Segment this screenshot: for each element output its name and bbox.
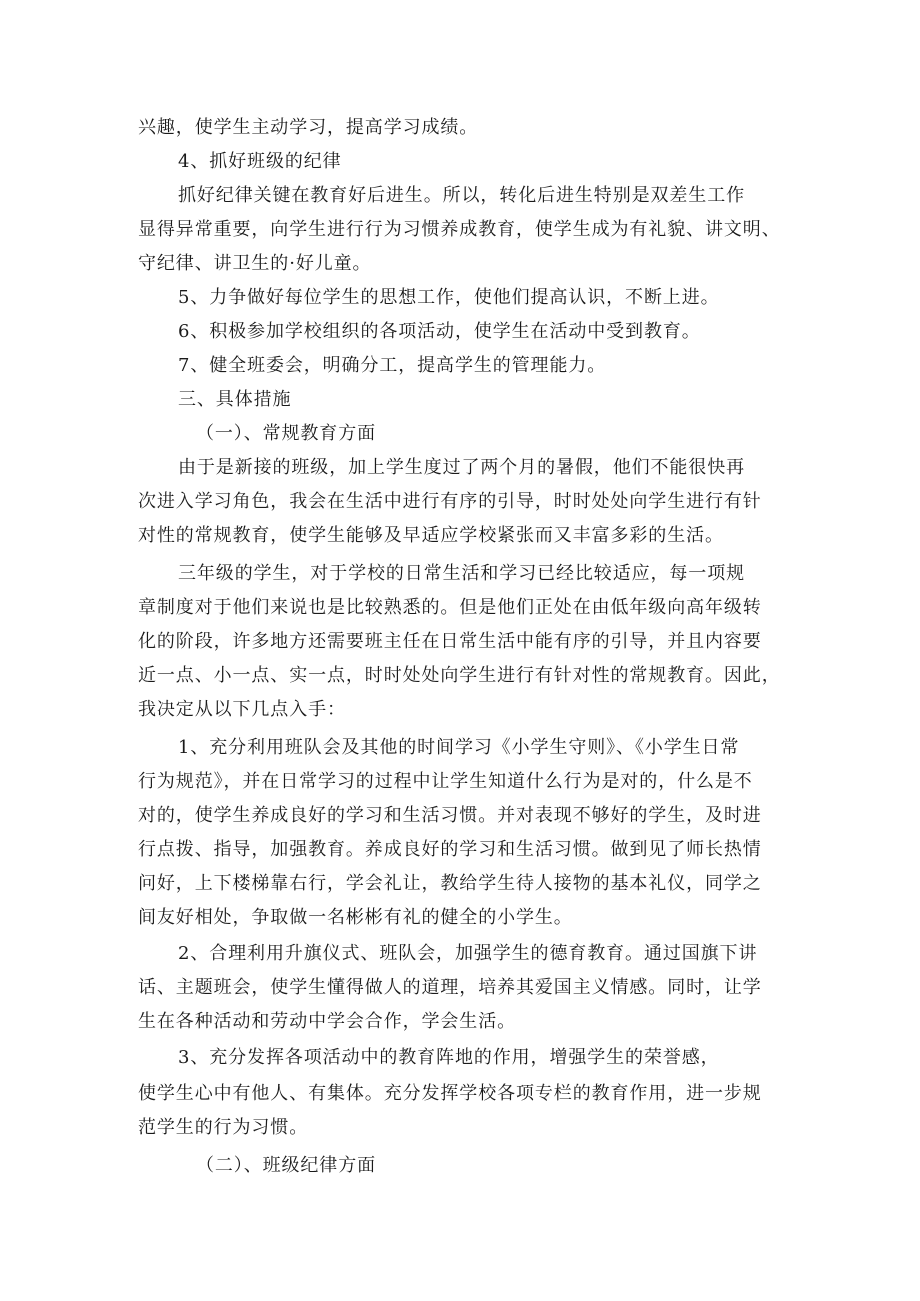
text-line: 显得异常重要，向学生进行行为习惯养成教育，使学生成为有礼貌、讲文明、 bbox=[138, 219, 781, 240]
section-heading: 三、具体措施 bbox=[178, 389, 292, 410]
text-line: 章制度对于他们来说也是比较熟悉的。但是他们正处在由低年级向高年级转 bbox=[138, 597, 762, 618]
text-line: 3、充分发挥各项活动中的教育阵地的作用，增强学生的荣誉感， bbox=[178, 1047, 720, 1068]
text-line: 次进入学习角色，我会在生活中进行有序的引导，时时处处向学生进行有针 bbox=[138, 491, 762, 512]
text-line: 使学生心中有他人、有集体。充分发挥学校各项专栏的教育作用，进一步规 bbox=[138, 1083, 762, 1104]
text-line: 兴趣，使学生主动学习，提高学习成绩。 bbox=[138, 117, 479, 138]
text-line: 7、健全班委会，明确分工，提高学生的管理能力。 bbox=[178, 355, 607, 376]
text-line: 范学生的行为习惯。 bbox=[138, 1117, 309, 1138]
text-line: 守纪律、讲卫生的·好儿童。 bbox=[138, 253, 372, 274]
text-line: 对的，使学生养成良好的学习和生活习惯。并对表现不够好的学生，及时进 bbox=[138, 805, 762, 826]
text-line: 5、力争做好每位学生的思想工作，使他们提高认识，不断上进。 bbox=[178, 287, 720, 308]
text-line: 化的阶段，许多地方还需要班主任在日常生活中能有序的引导，并且内容要 bbox=[138, 631, 762, 652]
text-line: 2、合理利用升旗仪式、班队会，加强学生的德育教育。通过国旗下讲 bbox=[178, 943, 758, 964]
text-line: 6、积极参加学校组织的各项活动，使学生在活动中受到教育。 bbox=[178, 321, 701, 342]
text-line: 生在各种活动和劳动中学会合作，学会生活。 bbox=[138, 1011, 516, 1032]
section-heading: 4、抓好班级的纪律 bbox=[178, 151, 342, 172]
text-line: 三年级的学生，对于学校的日常生活和学习已经比较适应，每一项规 bbox=[178, 563, 745, 584]
text-line: 行点拨、指导，加强教育。养成良好的学习和生活习惯。做到见了师长热情 bbox=[138, 839, 762, 860]
text-line: 行为规范》，并在日常学习的过程中让学生知道什么行为是对的，什么是不 bbox=[138, 771, 753, 792]
text-line: 近一点、小一点、实一点，时时处处向学生进行有针对性的常规教育。因此， bbox=[138, 665, 781, 686]
subsection-heading: （二）、班级纪律方面 bbox=[196, 1155, 376, 1176]
text-line: 由于是新接的班级，加上学生度过了两个月的暑假，他们不能很快再 bbox=[178, 457, 745, 478]
subsection-heading: （一）、常规教育方面 bbox=[196, 423, 376, 444]
text-line: 间友好相处，争取做一名彬彬有礼的健全的小学生。 bbox=[138, 907, 573, 928]
text-line: 对性的常规教育，使学生能够及早适应学校紧张而又丰富多彩的生活。 bbox=[138, 525, 724, 546]
text-line: 问好，上下楼梯靠右行，学会礼让，教给学生待人接物的基本礼仪，同学之 bbox=[138, 873, 762, 894]
text-line: 我决定从以下几点入手： bbox=[138, 699, 346, 720]
text-line: 抓好纪律关键在教育好后进生。所以，转化后进生特别是双差生工作 bbox=[178, 185, 745, 206]
text-line: 1、充分利用班队会及其他的时间学习《小学生守则》、《小学生日常 bbox=[178, 737, 740, 758]
text-line: 话、主题班会，使学生懂得做人的道理，培养其爱国主义情感。同时，让学 bbox=[138, 977, 762, 998]
